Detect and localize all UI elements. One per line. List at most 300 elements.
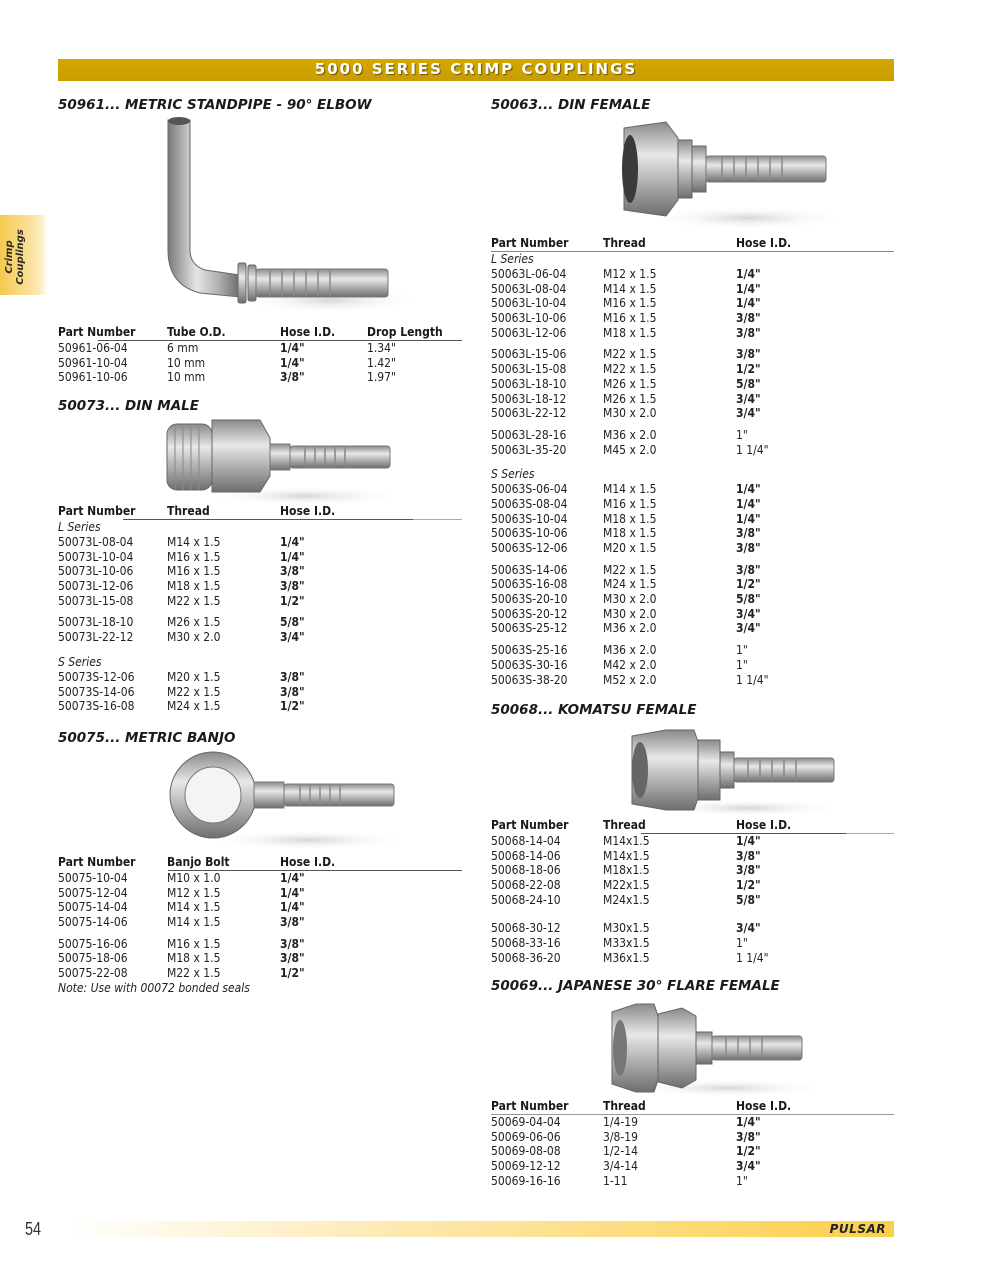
cell-part: 50069-08-08	[491, 1144, 561, 1159]
series-label-s	[58, 655, 462, 670]
col-part-number: Part Number	[491, 236, 569, 250]
table-row	[58, 915, 462, 930]
row-gap	[491, 340, 894, 347]
table-header	[491, 236, 894, 252]
col-hose-id: Hose I.D.	[736, 1099, 792, 1113]
col-hose-id: Hose I.D.	[280, 325, 336, 339]
series-label-l	[58, 520, 462, 535]
cell-drop-length: 1.42"	[367, 355, 396, 370]
cell-thread: M42 x 2.0	[603, 657, 657, 672]
table-row	[491, 347, 894, 362]
section-title: 50063... DIN FEMALE	[491, 97, 651, 113]
section-banner	[58, 59, 894, 81]
cell-thread: M22 x 1.5	[167, 684, 221, 699]
table-row	[491, 849, 894, 864]
cell-thread: M16 x 1.5	[603, 496, 657, 511]
cell-part: 50073L-15-08	[58, 593, 134, 608]
table-row	[58, 615, 462, 630]
table-header	[491, 1099, 894, 1115]
cell-thread: M30 x 2.0	[603, 406, 657, 421]
row-gap	[58, 645, 462, 655]
cell-thread: 1/4-19	[603, 1115, 639, 1129]
col-part-number: Part Number	[58, 504, 136, 518]
cell-thread: M24x1.5	[603, 892, 650, 907]
section-50073	[58, 398, 199, 414]
cell-thread: 1-11	[603, 1173, 628, 1188]
cell-part: 50073L-18-10	[58, 615, 134, 630]
table-header	[58, 325, 462, 341]
col-drop-length: Drop Length	[367, 325, 443, 339]
cell-hose-id: 1/4"	[736, 267, 761, 281]
cell-part: 50073L-22-12	[58, 630, 134, 645]
row-gap	[58, 608, 462, 615]
cell-thread: M16 x 1.5	[603, 311, 657, 326]
table-row	[58, 550, 462, 565]
cell-hose-id: 1 1/4"	[736, 950, 769, 965]
col-part-number: Part Number	[491, 1099, 569, 1113]
cell-part: 50961-06-04	[58, 341, 128, 355]
table-row	[491, 936, 894, 951]
cell-hose-id: 3/8"	[280, 936, 305, 951]
cell-part: 50068-30-12	[491, 921, 561, 936]
cell-part: 50073S-16-08	[58, 699, 135, 714]
series-label: S Series	[58, 654, 102, 669]
cell-thread: M30 x 2.0	[603, 592, 657, 607]
cell-thread: M22x1.5	[603, 878, 650, 893]
cell-part: 50063L-12-06	[491, 325, 567, 340]
cell-part: 50063S-08-04	[491, 496, 568, 511]
cell-thread: M36 x 2.0	[603, 621, 657, 636]
cell-hose-id: 3/8"	[736, 526, 761, 541]
cell-hose-id: 1/4"	[736, 511, 761, 526]
cell-part: 50069-04-04	[491, 1115, 561, 1129]
cell-part: 50075-14-04	[58, 900, 128, 915]
cell-hose-id: 1/4"	[736, 834, 761, 848]
series-label-l	[491, 252, 894, 267]
table-row	[491, 296, 894, 311]
table-row	[491, 673, 894, 688]
table-row	[491, 406, 894, 421]
cell-thread: M16 x 1.5	[167, 564, 221, 579]
cell-part: 50063L-18-10	[491, 376, 567, 391]
table-row	[491, 563, 894, 578]
cell-thread: M30 x 2.0	[167, 630, 221, 645]
cell-part: 50068-24-10	[491, 892, 561, 907]
cell-banjo-bolt: M12 x 1.5	[167, 885, 221, 900]
table-50068	[491, 818, 894, 966]
din-male-fitting-image	[165, 418, 415, 508]
cell-thread: M18 x 1.5	[603, 511, 657, 526]
cell-hose-id: 3/8"	[280, 579, 305, 594]
banner-title: 5000 SERIES CRIMP COUPLINGS	[314, 60, 638, 78]
cell-thread: 3/4-14	[603, 1159, 639, 1174]
cell-part: 50075-16-06	[58, 936, 128, 951]
cell-hose-id: 1/4"	[280, 549, 305, 564]
cell-part: 50063L-28-16	[491, 427, 567, 442]
table-row	[491, 443, 894, 458]
cell-part: 50063L-10-04	[491, 296, 567, 311]
cell-part: 50063L-18-12	[491, 391, 567, 406]
table-row	[491, 863, 894, 878]
table-row	[58, 356, 462, 371]
cell-thread: M12 x 1.5	[603, 267, 657, 281]
cell-hose-id: 3/8"	[280, 684, 305, 699]
table-row	[491, 541, 894, 556]
table-row	[491, 893, 894, 908]
cell-hose-id: 1"	[736, 643, 748, 658]
cell-hose-id: 3/8"	[736, 562, 761, 577]
table-row	[491, 878, 894, 893]
cell-part: 50063S-16-08	[491, 577, 568, 592]
komatsu-female-fitting-image	[628, 728, 848, 818]
cell-thread: M30 x 2.0	[603, 606, 657, 621]
table-row	[58, 630, 462, 645]
cell-thread: M22 x 1.5	[603, 347, 657, 362]
side-tab-line2: Couplings	[15, 229, 26, 285]
cell-hose-id: 1/2"	[736, 878, 761, 893]
table-row	[58, 579, 462, 594]
cell-hose-id: 3/4"	[736, 391, 761, 406]
cell-part: 50073S-12-06	[58, 669, 135, 684]
row-gap	[58, 930, 462, 937]
cell-part: 50068-14-06	[491, 848, 561, 863]
cell-part: 50063S-06-04	[491, 482, 568, 497]
table-row	[491, 482, 894, 497]
table-row	[58, 871, 462, 886]
cell-part: 50063S-30-16	[491, 657, 568, 672]
cell-hose-id: 1/4"	[736, 281, 761, 296]
cell-hose-id: 1 1/4"	[736, 442, 769, 457]
page-number: 54	[25, 1219, 42, 1239]
cell-thread: M45 x 2.0	[603, 442, 657, 457]
cell-thread: M22 x 1.5	[167, 593, 221, 608]
table-row	[491, 607, 894, 622]
cell-part: 50063S-20-12	[491, 606, 568, 621]
cell-thread: M18 x 1.5	[603, 325, 657, 340]
cell-thread: M22 x 1.5	[603, 562, 657, 577]
cell-part: 50073L-10-06	[58, 564, 134, 579]
cell-part: 50075-14-06	[58, 915, 128, 930]
cell-hose-id: 3/4"	[736, 621, 761, 636]
cell-hose-id: 3/8"	[736, 848, 761, 863]
cell-thread: M22 x 1.5	[603, 362, 657, 377]
note-text: Note: Use with 00072 bonded seals	[58, 980, 250, 995]
cell-thread: M16 x 1.5	[167, 549, 221, 564]
cell-hose-id: 1/2"	[736, 577, 761, 592]
table-row	[491, 1159, 894, 1174]
cell-hose-id: 1/4"	[736, 296, 761, 311]
table-row	[491, 326, 894, 341]
cell-thread: M18 x 1.5	[167, 579, 221, 594]
side-tab-label	[4, 219, 48, 295]
table-row	[58, 370, 462, 385]
cell-part: 50068-33-16	[491, 936, 561, 951]
cell-thread: M14 x 1.5	[603, 482, 657, 497]
table-row	[58, 699, 462, 714]
table-row	[491, 428, 894, 443]
cell-banjo-bolt: M14 x 1.5	[167, 915, 221, 930]
cell-part: 50069-12-12	[491, 1159, 561, 1174]
table-row	[491, 658, 894, 673]
table-50063	[491, 236, 894, 687]
cell-part: 50961-10-04	[58, 355, 128, 370]
cell-hose-id: 3/8"	[736, 541, 761, 555]
cell-banjo-bolt: M16 x 1.5	[167, 936, 221, 951]
table-header	[58, 855, 462, 871]
table-row	[491, 392, 894, 407]
cell-part: 50063L-08-04	[491, 281, 567, 296]
section-50068	[491, 702, 696, 718]
cell-hose-id: 3/4"	[736, 1159, 761, 1174]
cell-hose-id: 3/8"	[280, 915, 305, 930]
table-row	[491, 497, 894, 512]
row-gap	[491, 421, 894, 428]
table-row	[491, 1115, 894, 1130]
cell-hose-id: 1/2"	[280, 966, 305, 981]
cell-thread: M14x1.5	[603, 834, 650, 848]
series-label-s	[491, 467, 894, 482]
table-50073	[58, 504, 462, 714]
cell-hose-id: 1/2"	[280, 699, 305, 714]
cell-hose-id: 1"	[736, 657, 748, 672]
table-row	[491, 282, 894, 297]
col-thread: Thread	[603, 236, 646, 250]
cell-hose-id: 3/8"	[736, 863, 761, 878]
cell-thread: M24 x 1.5	[167, 699, 221, 714]
cell-part: 50063S-38-20	[491, 672, 568, 687]
table-row	[491, 377, 894, 392]
table-row	[58, 535, 462, 550]
section-50075	[58, 730, 235, 746]
cell-hose-id: 3/8"	[280, 951, 305, 966]
table-row	[58, 594, 462, 609]
cell-part: 50063L-15-08	[491, 362, 567, 377]
din-female-fitting-image	[618, 118, 848, 238]
cell-part: 50075-18-06	[58, 951, 128, 966]
table-row	[58, 937, 462, 952]
cell-part: 50063S-25-16	[491, 643, 568, 658]
col-tube-od: Tube O.D.	[167, 325, 226, 339]
section-50063	[491, 97, 650, 113]
cell-part: 50073L-12-06	[58, 579, 134, 594]
cell-part: 50073L-10-04	[58, 549, 134, 564]
cell-hose-id: 1/4"	[736, 482, 761, 497]
cell-part: 50063L-35-20	[491, 442, 567, 457]
cell-hose-id: 5/8"	[736, 376, 761, 391]
table-row	[491, 577, 894, 592]
cell-part: 50073L-08-04	[58, 535, 134, 549]
cell-part: 50063S-10-06	[491, 526, 568, 541]
cell-part: 50063S-12-06	[491, 541, 568, 555]
cell-hose-id: 1"	[736, 1173, 748, 1188]
table-50961	[58, 325, 462, 385]
cell-hose-id: 5/8"	[736, 892, 761, 907]
table-row	[491, 1174, 894, 1189]
table-row	[58, 951, 462, 966]
col-part-number: Part Number	[58, 325, 136, 339]
col-hose-id: Hose I.D.	[736, 236, 792, 250]
cell-hose-id: 3/8"	[736, 347, 761, 362]
cell-hose-id: 1/4"	[280, 900, 305, 915]
cell-hose-id: 1"	[736, 936, 748, 951]
cell-hose-id: 1/4"	[280, 871, 305, 885]
cell-thread: M36x1.5	[603, 950, 650, 965]
table-row	[491, 267, 894, 282]
section-title: 50961... METRIC STANDPIPE - 90° ELBOW	[58, 97, 372, 113]
col-hose-id: Hose I.D.	[280, 855, 336, 869]
banjo-fitting-image	[168, 748, 418, 853]
cell-part: 50068-14-04	[491, 834, 561, 848]
table-row	[491, 512, 894, 527]
table-row	[491, 951, 894, 966]
cell-part: 50068-22-08	[491, 878, 561, 893]
cell-hose-id: 1/2"	[736, 1144, 761, 1159]
cell-thread: 1/2-14	[603, 1144, 639, 1159]
cell-hose-id: 1/2"	[736, 362, 761, 377]
row-gap	[491, 636, 894, 643]
cell-thread: M16 x 1.5	[603, 296, 657, 311]
col-hose-id: Hose I.D.	[280, 504, 336, 518]
table-row	[491, 1144, 894, 1159]
table-row	[58, 341, 462, 356]
cell-hose-id: 3/8"	[280, 669, 305, 684]
cell-part: 50068-36-20	[491, 950, 561, 965]
cell-banjo-bolt: M18 x 1.5	[167, 951, 221, 966]
series-label: S Series	[491, 467, 535, 482]
row-gap	[491, 556, 894, 563]
table-row	[58, 900, 462, 915]
cell-hose-id: 1/2"	[280, 593, 305, 608]
table-row	[58, 966, 462, 981]
cell-hose-id: 3/8"	[736, 325, 761, 340]
cell-thread: M14 x 1.5	[603, 281, 657, 296]
table-row	[491, 1130, 894, 1145]
cell-part: 50069-16-16	[491, 1173, 561, 1188]
table-header	[491, 818, 894, 834]
table-header	[58, 504, 462, 520]
cell-part: 50069-06-06	[491, 1129, 561, 1144]
cell-part: 50063L-06-04	[491, 267, 567, 281]
cell-thread: M52 x 2.0	[603, 672, 657, 687]
col-part-number: Part Number	[58, 855, 136, 869]
col-banjo-bolt: Banjo Bolt	[167, 855, 230, 869]
cell-hose-id: 1/4"	[280, 535, 305, 549]
cell-part: 50063L-22-12	[491, 406, 567, 421]
cell-hose-id: 1/4"	[280, 341, 305, 355]
table-row	[491, 592, 894, 607]
cell-part: 50068-18-06	[491, 863, 561, 878]
table-row	[491, 311, 894, 326]
cell-hose-id: 3/4"	[280, 630, 305, 645]
section-50069	[491, 978, 780, 994]
cell-thread: M26 x 1.5	[167, 615, 221, 630]
cell-thread: M20 x 1.5	[603, 541, 657, 555]
side-tab-crimp-couplings	[0, 215, 48, 295]
col-thread: Thread	[167, 504, 210, 518]
section-title: 50075... METRIC BANJO	[58, 730, 236, 746]
cell-drop-length: 1.34"	[367, 341, 396, 355]
cell-hose-id: 3/8"	[280, 564, 305, 579]
series-label: L Series	[491, 252, 534, 266]
cell-hose-id: 3/4"	[736, 406, 761, 421]
cell-hose-id: 1/4"	[736, 496, 761, 511]
cell-thread: M36 x 2.0	[603, 427, 657, 442]
col-part-number: Part Number	[491, 818, 569, 832]
cell-hose-id: 1/4"	[280, 885, 305, 900]
col-thread: Thread	[603, 818, 646, 832]
cell-part: 50063S-25-12	[491, 621, 568, 636]
cell-part: 50073S-14-06	[58, 684, 135, 699]
cell-thread: M18x1.5	[603, 863, 650, 878]
note	[58, 981, 462, 996]
cell-banjo-bolt: M22 x 1.5	[167, 966, 221, 981]
cell-hose-id: 1"	[736, 427, 748, 442]
cell-part: 50075-22-08	[58, 966, 128, 981]
table-row	[491, 362, 894, 377]
cell-drop-length: 1.97"	[367, 370, 396, 385]
cell-hose-id: 1 1/4"	[736, 672, 769, 687]
cell-tube-od: 6 mm	[167, 341, 199, 355]
table-row	[491, 643, 894, 658]
elbow-fitting-image	[160, 115, 420, 325]
cell-part: 50063S-14-06	[491, 562, 568, 577]
table-row	[58, 685, 462, 700]
row-gap	[491, 457, 894, 467]
cell-tube-od: 10 mm	[167, 370, 206, 385]
table-row	[58, 670, 462, 685]
cell-hose-id: 3/8"	[736, 311, 761, 326]
col-hose-id: Hose I.D.	[736, 818, 792, 832]
cell-hose-id: 3/4"	[736, 606, 761, 621]
table-row	[58, 564, 462, 579]
table-row	[58, 886, 462, 901]
section-title: 50068... KOMATSU FEMALE	[491, 702, 697, 718]
cell-thread: M26 x 1.5	[603, 391, 657, 406]
cell-hose-id: 5/8"	[736, 592, 761, 607]
cell-thread: M14 x 1.5	[167, 535, 221, 549]
cell-thread: M14x1.5	[603, 848, 650, 863]
footer-bar	[66, 1221, 894, 1237]
table-50069	[491, 1099, 894, 1188]
table-row	[491, 834, 894, 849]
cell-hose-id: 1/4"	[280, 355, 305, 370]
table-row	[491, 921, 894, 936]
cell-thread: M26 x 1.5	[603, 376, 657, 391]
cell-part: 50063S-10-04	[491, 511, 568, 526]
cell-hose-id: 5/8"	[280, 615, 305, 630]
cell-part: 50961-10-06	[58, 370, 128, 385]
japanese-flare-female-fitting-image	[608, 1002, 838, 1098]
cell-part: 50063L-15-06	[491, 347, 567, 362]
cell-part: 50075-12-04	[58, 885, 128, 900]
cell-thread: 3/8-19	[603, 1129, 639, 1144]
side-tab-line1: Crimp	[4, 240, 15, 274]
section-title: 50073... DIN MALE	[58, 398, 199, 414]
cell-thread: M20 x 1.5	[167, 669, 221, 684]
cell-banjo-bolt: M14 x 1.5	[167, 900, 221, 915]
cell-part: 50063L-10-06	[491, 311, 567, 326]
col-thread: Thread	[603, 1099, 646, 1113]
cell-thread: M24 x 1.5	[603, 577, 657, 592]
cell-hose-id: 1/4"	[736, 1115, 761, 1129]
series-label: L Series	[58, 520, 101, 534]
cell-hose-id: 3/4"	[736, 921, 761, 936]
cell-thread: M30x1.5	[603, 921, 650, 936]
cell-hose-id: 3/8"	[736, 1129, 761, 1144]
table-50075	[58, 855, 462, 996]
brand-logo: PULSAR	[829, 1222, 886, 1236]
cell-thread: M33x1.5	[603, 936, 650, 951]
